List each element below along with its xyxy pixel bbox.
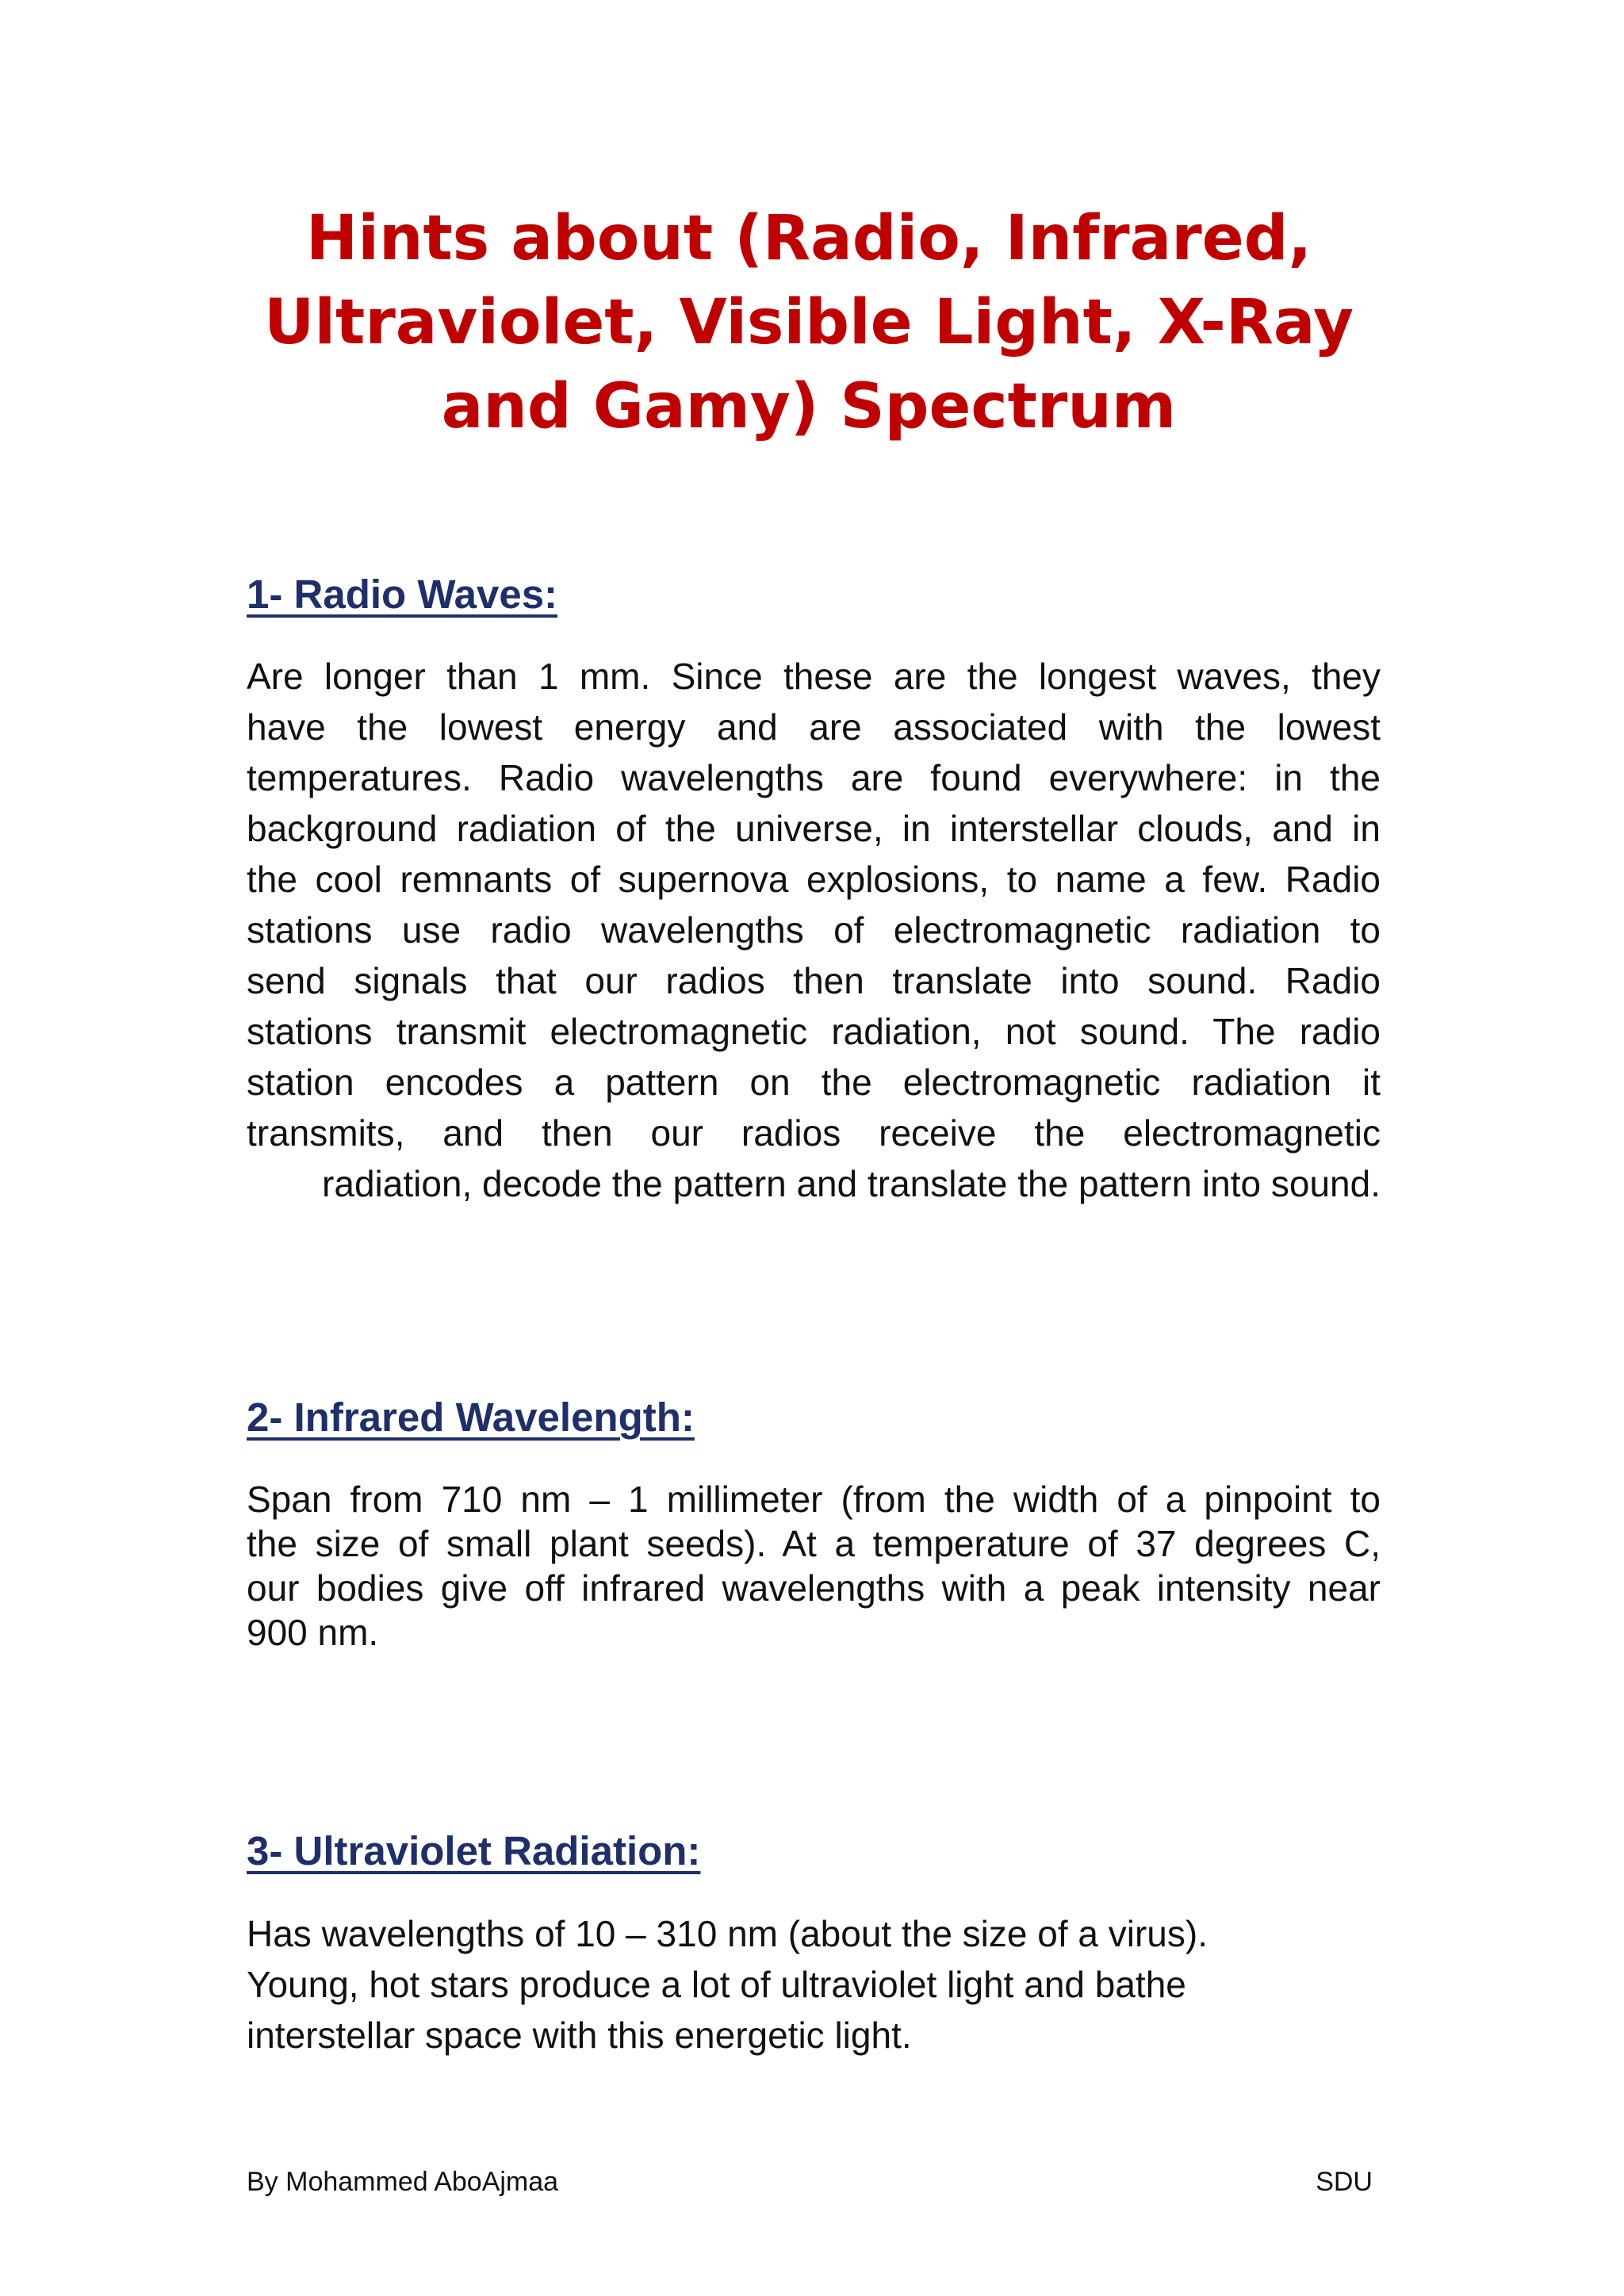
title-line: Hints about (Radio, Infrared,: [305, 203, 1312, 274]
paragraph-line: temperatures. Radio wavelengths are found everywhere: in the: [247, 757, 1381, 798]
paragraph-line: 900 nm.: [247, 1612, 379, 1653]
title-line: Ultraviolet, Visible Light, X-Ray: [263, 287, 1354, 358]
paragraph-line: radiation, decode the pattern and translate the pattern into sound.: [322, 1163, 1381, 1204]
paragraph-line: Span from 710 nm – 1 millimeter (from the width of a pinpoint to: [247, 1479, 1381, 1520]
section-heading-radio-waves: 1- Radio Waves:: [247, 572, 558, 617]
page-footer: [247, 2164, 1373, 2199]
paragraph-line: our bodies give off infrared wavelengths with a peak intensity near: [247, 1567, 1381, 1609]
paragraph-line: station encodes a pattern on the electromagnetic radiation it: [247, 1062, 1381, 1103]
section-paragraph-infrared: [247, 1477, 1381, 1655]
footer-org: SDU: [1316, 2167, 1373, 2197]
section-paragraph-radio-waves: [247, 651, 1381, 1209]
paragraph-line: the cool remnants of supernova explosions, to name a few. Radio: [247, 859, 1381, 900]
paragraph-line: stations use radio wavelengths of electromagnetic radiation to: [247, 909, 1381, 951]
paragraph-line: Has wavelengths of 10 – 310 nm (about the size of a virus).: [247, 1913, 1208, 1954]
paragraph-line: Are longer than 1 mm. Since these are the longest waves, they: [247, 656, 1381, 697]
paragraph-line: send signals that our radios then translate into sound. Radio: [247, 960, 1381, 1001]
section-heading-infrared: 2- Infrared Wavelength:: [247, 1395, 695, 1440]
paragraph-line: the size of small plant seeds). At a temperature of 37 degrees C,: [247, 1523, 1381, 1564]
paragraph-line: background radiation of the universe, in interstellar clouds, and in: [247, 808, 1381, 849]
paragraph-line: interstellar space with this energetic light.: [247, 2015, 912, 2056]
section-paragraph-ultraviolet: [247, 1908, 1381, 2061]
page-title: [238, 197, 1380, 449]
title-line: and Gamy) Spectrum: [441, 371, 1177, 442]
paragraph-line: stations transmit electromagnetic radiation, not sound. The radio: [247, 1011, 1381, 1052]
paragraph-line: have the lowest energy and are associated with the lowest: [247, 706, 1381, 748]
footer-author: By Mohammed AboAjmaa: [247, 2167, 559, 2197]
section-heading-ultraviolet: 3- Ultraviolet Radiation:: [247, 1828, 701, 1873]
paragraph-line: Young, hot stars produce a lot of ultraviolet light and bathe: [247, 1964, 1186, 2005]
paragraph-line: transmits, and then our radios receive the electromagnetic: [247, 1112, 1381, 1154]
